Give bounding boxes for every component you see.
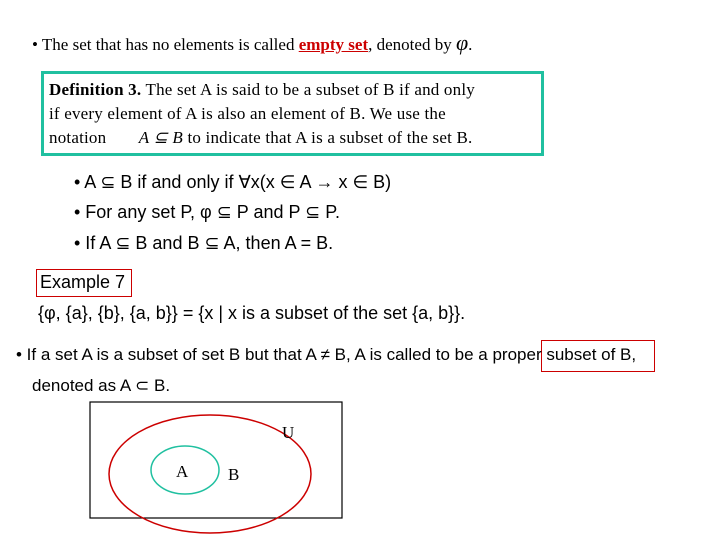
venn-label-u: U [282, 423, 295, 442]
venn-label-b: B [228, 465, 240, 484]
empty-set-middle: , denoted by [368, 35, 456, 54]
definition-line-2: if every element of A is also an element of B. We use the [49, 104, 446, 123]
definition-notation-word: notation [49, 128, 107, 147]
venn-label-a: A [176, 462, 189, 481]
empty-set-term: empty set [298, 35, 369, 54]
proper-subset-line-2: denoted as A ⊂ B. [32, 376, 171, 395]
phi-symbol: φ [455, 30, 469, 55]
definition-heading: Definition 3. [49, 80, 142, 99]
bullet-equality: • If A ⊆ B and B ⊆ A, then A = B. [74, 233, 334, 253]
bullet-subset-iff: • A ⊆ B if and only if ∀x(x ∈ A → x ∈ B) [74, 172, 392, 192]
example-formula: {φ, {a}, {b}, {a, b}} = {x | x is a subset of the set {a, b}}. [38, 303, 466, 323]
definition-formula: A ⊆ B [138, 128, 183, 147]
proper-prefix: • If a set A is a subset of set B but that A ≠ B, A is called to be a [16, 345, 493, 364]
proper-suffix: of B, [596, 345, 637, 364]
bullet-any-set: • For any set P, φ ⊆ P and P ⊆ P. [74, 202, 340, 222]
definition-text-1: The set A is said to be a subset of B if and only [145, 80, 475, 99]
example-label: Example 7 [40, 272, 126, 292]
definition-text-3: to indicate that A is a subset of the set B. [187, 128, 473, 147]
empty-set-prefix: • The set that has no elements is called [32, 35, 299, 54]
empty-set-end: . [468, 35, 473, 54]
venn-set-b [109, 415, 311, 533]
proper-term: proper subset [492, 345, 597, 364]
